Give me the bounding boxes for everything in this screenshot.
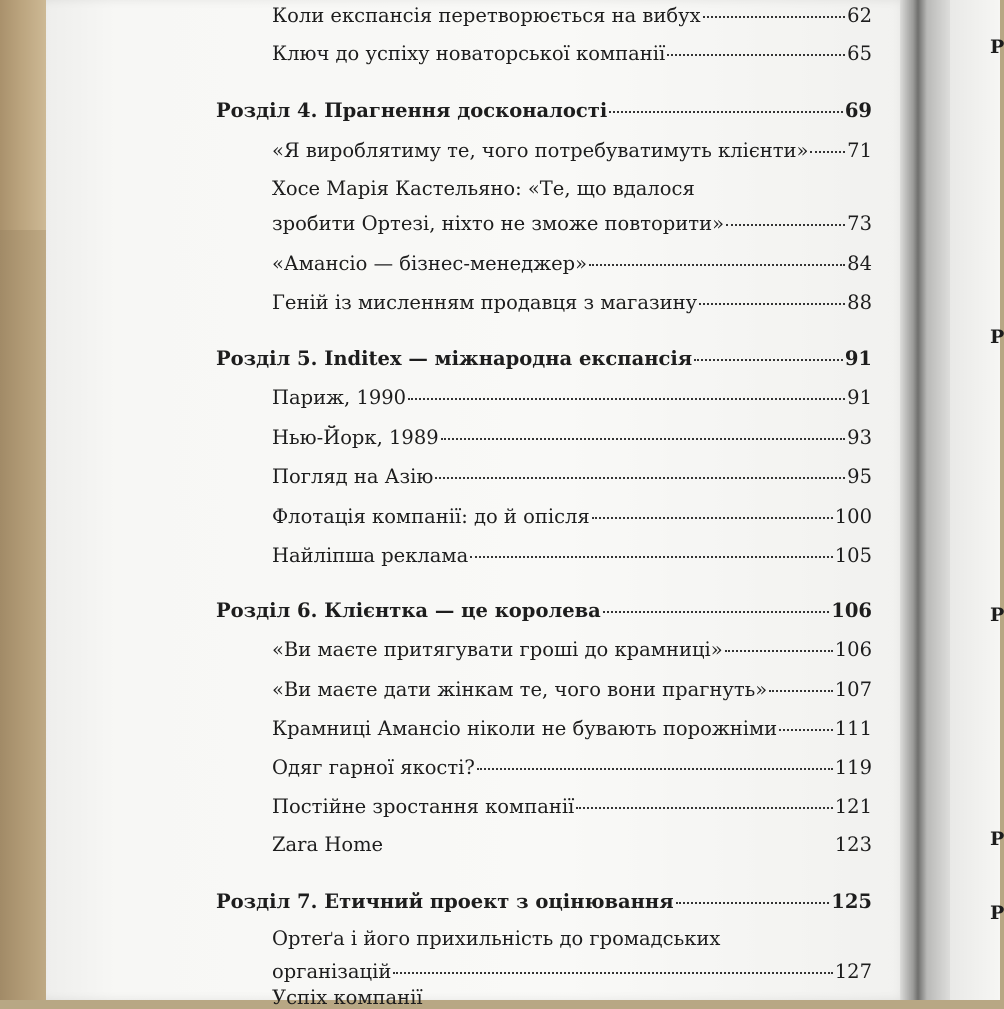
chapter-title: Розділ 4. Прагнення досконалості xyxy=(216,99,608,122)
toc-entry-title: Одяг гарної якості? xyxy=(272,756,475,779)
toc-page-number: 123 xyxy=(834,833,872,856)
toc-entry xyxy=(272,638,872,661)
toc-page-number: 106 xyxy=(831,599,872,622)
toc-page-number: 100 xyxy=(834,505,872,528)
dot-leader xyxy=(779,729,833,731)
toc-page-number: 69 xyxy=(844,99,872,122)
toc-page-number: 84 xyxy=(847,252,872,275)
toc-page-number: 95 xyxy=(847,465,872,488)
toc-chapter-heading xyxy=(216,99,872,122)
toc-entry-title: «Ви маєте притягувати гроші до крамниці» xyxy=(272,638,723,661)
dot-leader xyxy=(408,398,845,400)
toc-entry-title: Флотація компанії: до й опісля xyxy=(272,505,590,528)
dot-leader xyxy=(435,477,845,479)
toc-page-number: 125 xyxy=(831,890,872,913)
toc-entry-title: організацій xyxy=(272,960,392,983)
toc-page-number: 105 xyxy=(834,544,872,567)
toc-entry-title: зробити Ортезі, ніхто не зможе повторити» xyxy=(272,212,724,235)
chapter-title: Розділ 5. Inditex — міжнародна експансія xyxy=(216,347,693,370)
toc-entry-title: Погляд на Азію xyxy=(272,465,434,488)
dot-leader xyxy=(769,690,833,692)
toc-entry xyxy=(272,795,872,818)
facing-page-letter: Р xyxy=(990,828,1004,850)
toc-entry xyxy=(272,960,872,983)
toc-chapter-heading xyxy=(216,890,872,913)
facing-page-letter: Р xyxy=(990,604,1004,626)
toc-entry-first-line: Хосе Марія Кастельяно: «Те, що вдалося xyxy=(272,177,695,200)
toc-entry xyxy=(272,833,872,856)
dot-leader xyxy=(676,902,830,904)
facing-page-letter: Р xyxy=(990,902,1004,924)
toc-entry xyxy=(272,678,872,701)
facing-page-letter: Р xyxy=(990,326,1004,348)
toc-entry xyxy=(272,252,872,275)
toc-entry-title: Коли експансія перетворюється на вибух xyxy=(272,4,701,27)
toc-page-number: 121 xyxy=(834,795,872,818)
toc-page-number: 119 xyxy=(834,756,872,779)
toc-page-number: 71 xyxy=(847,139,872,162)
toc-page-number: 111 xyxy=(834,717,872,740)
toc-entry-title: «Ви маєте дати жінкам те, чого вони прагнуть» xyxy=(272,678,768,701)
toc-entry-title: Zara Home xyxy=(272,833,384,856)
toc-entry xyxy=(272,717,872,740)
toc-page-number: 106 xyxy=(834,638,872,661)
chapter-title: Розділ 6. Клієнтка — це королева xyxy=(216,599,601,622)
toc-page-number: 91 xyxy=(844,347,872,370)
toc-entry xyxy=(272,426,872,449)
toc-entry xyxy=(272,386,872,409)
dot-leader xyxy=(589,264,845,266)
dot-leader xyxy=(576,807,832,809)
chapter-title: Розділ 7. Етичний проект з оцінювання xyxy=(216,890,674,913)
dot-leader xyxy=(592,517,833,519)
dot-leader xyxy=(810,151,845,153)
toc-entry-title: «Амансіо — бізнес-менеджер» xyxy=(272,252,588,275)
toc-entry xyxy=(272,212,872,235)
dot-leader xyxy=(609,111,843,113)
dot-leader xyxy=(393,972,832,974)
toc-page-number: 93 xyxy=(847,426,872,449)
toc-page-number: 73 xyxy=(847,212,872,235)
toc-entry-title: «Я вироблятиму те, чого потребуватимуть клієнти» xyxy=(272,139,809,162)
toc-entry xyxy=(272,42,872,65)
toc-page-number: 91 xyxy=(847,386,872,409)
toc-page-number: 88 xyxy=(847,291,872,314)
toc-entry xyxy=(272,465,872,488)
toc-entry-title: Геній із мисленням продавця з магазину xyxy=(272,291,698,314)
toc-page-number: 127 xyxy=(834,960,872,983)
dot-leader xyxy=(725,650,833,652)
toc-entry-first-line: Ортеґа і його прихильність до громадських xyxy=(272,927,721,950)
toc-chapter-heading xyxy=(216,347,872,370)
dot-leader xyxy=(699,303,845,305)
toc-entry xyxy=(272,756,872,779)
toc-entry xyxy=(272,4,872,27)
toc-entry-title: Нью-Йорк, 1989 xyxy=(272,426,439,449)
toc-entry-title: Крамниці Амансіо ніколи не бувають порожніми xyxy=(272,717,778,740)
toc-entry xyxy=(272,505,872,528)
toc-entry xyxy=(272,544,872,567)
dot-leader xyxy=(667,54,845,56)
dot-leader xyxy=(470,556,833,558)
toc-entry-title: Париж, 1990 xyxy=(272,386,407,409)
toc-entry-title: Постійне зростання компанії xyxy=(272,795,575,818)
dot-leader xyxy=(385,845,833,847)
toc-page-number: 65 xyxy=(847,42,872,65)
toc-page-number: 107 xyxy=(834,678,872,701)
dot-leader xyxy=(726,224,845,226)
dot-leader xyxy=(441,438,846,440)
toc-entry-title: Ключ до успіху новаторської компанії xyxy=(272,42,666,65)
dot-leader xyxy=(603,611,829,613)
toc-entry-title: Найліпша реклама xyxy=(272,544,469,567)
toc-entry xyxy=(272,139,872,162)
toc-page-number: 62 xyxy=(847,4,872,27)
facing-page-letter: Р xyxy=(990,36,1004,58)
toc-entry xyxy=(272,291,872,314)
clipped-toc-entry: Успіх компанії xyxy=(272,986,423,1009)
dot-leader xyxy=(477,768,833,770)
dot-leader xyxy=(694,359,843,361)
toc-chapter-heading xyxy=(216,599,872,622)
dot-leader xyxy=(703,16,846,18)
